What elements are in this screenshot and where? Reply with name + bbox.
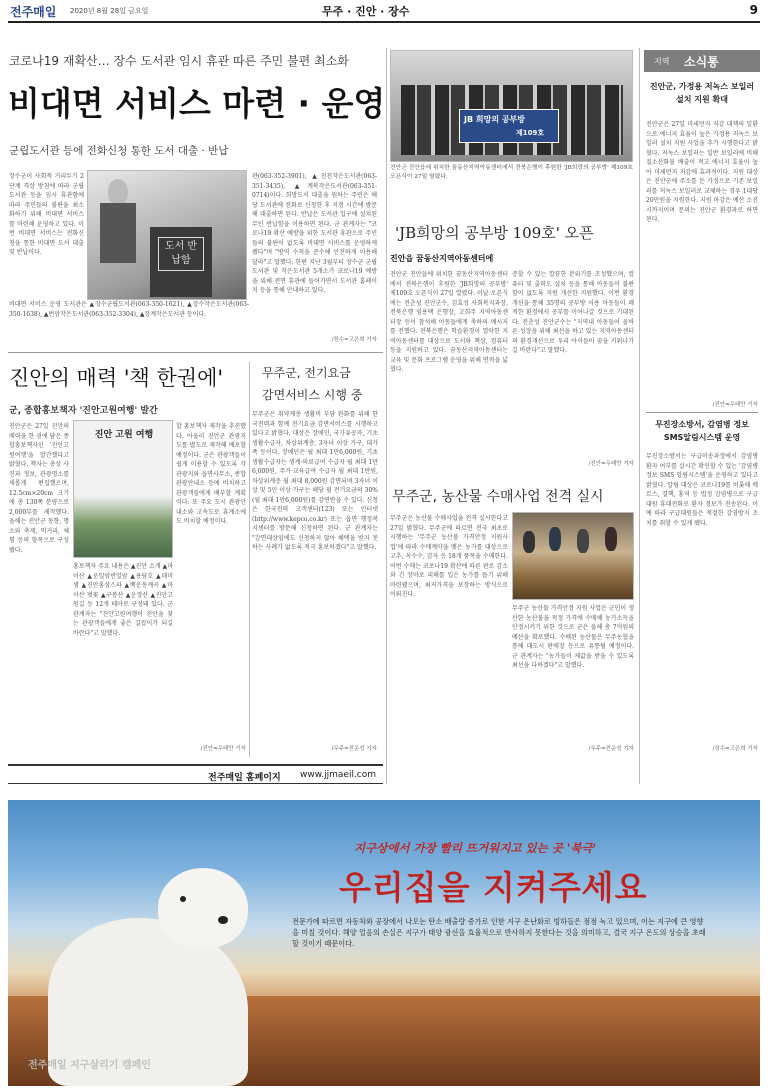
- homepage-bar: [8, 764, 383, 784]
- jb-body-col1: 진안군 진안읍에 위치한 꿈동산지역아동센터에서 전북은행이 후원한 'JB희망의 공부방' 제109호 오픈식이 27일 열렸다. 이날 오픈식에는 전춘성 진안군수, 김효성 사회복지과장, 전북은행 임용택 은행장, 고희주 지역아동센터장 등이 참석해 아동들에게 축하의 메시지를 전했다. 전북은행은 학습환경이 열악한 지역아동센터를 대상으로 도서와 책상, 컴퓨터 등을 지원하고 있다. 꿈동산지역아동센터는 교육 및 문화 프로그램 운영을 위해 면적을 넓혔다.: [390, 271, 508, 373]
- newspaper-logo: 전주매일: [10, 5, 57, 19]
- homepage-label: 전주매일 홈페이지: [208, 773, 281, 783]
- ad-tagline: 지구상에서 가장 빨리 뜨거워지고 있는 곳 '북극': [354, 841, 597, 855]
- book-headline: 진안의 매력 '책 한권에': [9, 366, 224, 390]
- lead-body-col1b: 비대면 서비스 운영 도서관은 ▲장수군립도서관(063-350-1621), ▲장수작은도서관(063-350-1638), ▲번암작은도서관(063-352-3304), ▲장계작은도서관 등이다.: [9, 301, 249, 318]
- lead-kicker: 코로나19 재확산… 장수 도서관 임시 휴관 따른 주민 불편 최소화: [9, 54, 349, 68]
- lead-body-col2: 관(063-352-3901), ▲천천작은도서관(063-351-3435), ▲계북작은도서관(063-351-0714)이다. 희망도서 대출을 원하는 주민은 해당 도서관에 전화로 신청한 후 지정 시간에 방문해 대출하면 된다. 반납은 도서관 입구에 설치된 무인 반납함을 이용하면 된다. 군 관계자는 "코로나19 확산 예방을 위한 도서관 휴관으로 주민들의 불편이 없도록 비대면 서비스를 운영하게 됐다"며 "방역 수칙을 준수해 안전하게 이용해 달라"고 말했다. 한편 지난 3월부터 장수군 군립도서관 및 작은도서관 5개소가 코로나19 예방을 위해 전면 휴관에 들어가면서 도서관 홈페이지 등을 통해 안내하고 있다.: [252, 173, 377, 294]
- farm-body-col1: 무주군은 농산물 수매사업을 전격 실시한다고 27일 밝혔다. 무주군에 따르면 전국 최초로 시행하는 '무주군 농산물 가격안정 지원사업'에 따라 수매계약을 맺은 농가를 대상으로 고추, 옥수수, 감자 등 18개 품목을 수매한다. 이번 수매는 코로나19 확산에 따른 판로 감소와 긴 장마로 피해를 입은 농가를 돕기 위해 마련됐으며, 최저가격을 보장하는 방식으로 이뤄진다.: [390, 515, 508, 598]
- page-number: 9: [749, 3, 758, 17]
- lead-subhead: 군립도서관 등에 전화신청 통한 도서 대출 · 반납: [9, 145, 229, 157]
- masthead: [8, 0, 760, 22]
- lead-photo: [87, 170, 247, 300]
- issue-date: 2020년 8월 28일 금요일: [70, 7, 149, 15]
- homepage-url[interactable]: www.jjmaeil.com: [300, 770, 377, 780]
- jb-headline: 'JB희망의 공부방 109호' 오픈: [395, 224, 594, 242]
- sidebar-item2-body: 무진장소방서는 구급이송과정에서 감염병 환자 여부를 실시간 확인할 수 있는 '감염병 정보 SMS 알림시스템'을 운영하고 있다고 밝혔다. 알림 대상은 코로나19를 비롯해 메르스, 결핵, 홍역 등 법정 감염병으로 구급대원 휴대전화로 환자 정보가 전송된다. 이에 따라 구급대원들은 적절한 감염방지 조치를 취할 수 있게 됐다.: [646, 453, 758, 527]
- divider: [8, 352, 383, 353]
- farm-photo: [512, 512, 634, 600]
- jb-subhead: 진안읍 꿈동산지역아동센터에: [390, 254, 494, 263]
- header-rule: [8, 21, 760, 23]
- sidebar-item1-body: 진안군은 27일 미세먼지 저감 대책의 일환으로 에너지 효율이 높은 가정용 저녹스 보일러 설치 지원 사업을 추가 시행한다고 밝혔다. 저녹스 보일러는 일반 보일러에 비해 질소산화물 배출이 적고 에너지 효율이 높아 미세먼지 저감에 효과적이다. 지원 대상은 진안군에 주소를 둔 가정으로 기존 보일러를 저녹스 보일러로 교체하는 경우 1대당 20만원을 지원한다. 지원 마감은 예산 소진 시까지이며 문의는 진안군 환경과로 하면 된다.: [646, 121, 758, 223]
- farm-body-col2: 무주군 농산물 가격안정 지원 사업은 군민이 생산한 농산물을 적정 가격에 수매해 농가소득을 안정시키기 위한 것으로 군은 올해 총 7억원의 예산을 확보했다. 수매된 농산물은 무주농협을 통해 대도시 판매장 등으로 유통될 예정이다. 군 관계자는 "농가들이 제값을 받을 수 있도록 최선을 다하겠다"고 말했다.: [512, 605, 634, 669]
- col-divider: [386, 48, 387, 784]
- jb-sign-text: JB 희망의 공부방: [464, 115, 526, 124]
- col-divider: [249, 362, 250, 757]
- electric-body: 무주군은 취약계층 생활비 부담 완화를 위해 한국전력과 함께 전기요금 감면서비스를 시행하고 있다고 밝혔다. 대상은 장애인, 국가유공자, 기초생활수급자, 차상위계층, 3자녀 이상 가구, 대가족 등이다. 장애인은 월 최대 1만6,000원, 기초생활수급자는 생계·의료급여 수급자 월 최대 1만6,000원, 주거·교육급여 수급자 월 최대 1만원, 차상위계층 월 최대 8,000원 감면되며 3자녀 이상 및 5인 이상 가구는 해당 월 전기요금의 30%(월 최대 1만6,000원)를 감면받을 수 있다. 신청은 한국전력 고객센터(123) 또는 인터넷(http://www.kepco.co.kr) 또는 읍면 행정복지센터를 방문해 신청하면 된다. 군 관계자는 "감면대상임에도 신청하지 않아 혜택을 받지 못하는 사례가 없도록 적극 홍보하겠다"고 말했다.: [252, 411, 378, 551]
- ad-headline: 우리집을 지켜주세요: [339, 868, 648, 907]
- sidebar-divider: [646, 412, 758, 413]
- book-subhead: 군, 종합홍보책자 '진안고원여행' 발간: [9, 406, 158, 416]
- ad-credit: 전주매일 지구살리기 캠페인: [28, 1060, 151, 1071]
- sidebar-item2-title: 무진장소방서, 감염병 정보 SMS알림시스템 운영: [655, 420, 749, 442]
- jb-body-col2: 증할 수 있는 깔끔한 분위기를 조성했으며, 컴퓨터 및 출력도 설치 등을 통해 아동들이 불편함이 없도록 지원 개선한 지원했다. 이번 환경개선을 통해 35명의 공부방 이용 아동들이 쾌적한 환경에서 공부를 이어나갈 것으로 기대된다. 전춘성 진안군수는 "지역내 아동들이 올바른 성장을 위해 최선을 하고 있는 지역아동센터의 환경개선으로 우리 아이들이 꿈을 키워나가길 바란다"고 말했다.: [512, 271, 634, 354]
- climate-ad: [8, 800, 760, 1086]
- jb-sign: [459, 109, 559, 143]
- farm-headline: 무주군, 농산물 수매사업 전격 실시: [392, 489, 604, 505]
- sidebar-title: 소식통: [684, 55, 719, 69]
- jb-byline: /진안=우태만 기자: [588, 461, 634, 467]
- book-body-col1: 진안군은 27일 진안의 매력을 한 권에 담은 종합홍보책자인 '진안고원여행'을 발간했다고 밝혔다. 책자는 총상 사진과 정보, 관광명소를 새롭게 편집했으며, 12.5cm×20cm 크기에 총 130쪽 분량으로 2,000부를 제작했다. 올해는 진안군 동향, 명소와 축제, 먹거리, 체험 등의 항목으로 구성됐다.: [9, 423, 69, 554]
- book-byline: /진안=우태만 기자: [200, 746, 246, 752]
- sidebar-header: [644, 50, 760, 72]
- lead-body-col1: 장수군이 사회적 거리두기 2단계 격상 방침에 따라 군립도서관 등을 임시 휴관함에 따라 주민들의 불편을 최소화하기 위해 비대면 서비스를 마련해 운영하고 있다. 이번 비대면 서비스는 전화신청을 통한 비대면 도서 대출 및 반납이다.: [9, 173, 84, 256]
- return-box-sign: 도서 반납함: [158, 237, 204, 271]
- lead-headline: 비대면 서비스 마련 · 운영: [8, 84, 386, 123]
- book-body-col1b: 홍보책자 주요 내용은 ▲진안 소개 ▲마이산 ▲운일암반일암 ▲용담호 ▲데미샘 ▲진안홍삼스파 ▲백운동계곡 ▲마이산 벚꽃 ▲구봉산 ▲운장산 ▲진안고원길 등 12개 테마로 구성돼 있다. 군 관계자는 "진안고원여행이 진안을 찾는 관광객들에게 좋은 길잡이가 되길 바란다"고 말했다.: [73, 563, 173, 637]
- book-cover-title: 진안 고원 여행: [94, 430, 154, 440]
- polar-bear: [8, 858, 258, 1086]
- col-divider: [639, 48, 640, 784]
- electric-byline: /무주=전운성 기자: [331, 746, 377, 752]
- lead-byline: /장수=고은희 기자: [331, 337, 377, 343]
- book-cover: [73, 420, 173, 558]
- sidebar-item1-title: 진안군, 가정용 저녹스 보일러 설치 지원 확대: [649, 82, 755, 104]
- sidebar-item1-byline: /진안=우태만 기자: [712, 402, 758, 408]
- jb-photo: [390, 50, 633, 162]
- book-body-col2: 할 홍보책자 제작을 추진했다. 아울러 진안군 관광지도를 별도로 제작해 배포할 예정이다. 군은 관광객들이 쉽게 이용할 수 있도록 각 관광지와 읍면사무소, 종합관광안내소 등에 비치하고 관광객들에게 배부할 계획이다. 또 주요 도시 관광안내소와 고속도로 휴게소에도 비치할 예정이다.: [176, 423, 246, 525]
- ad-body: 전문가에 따르면 자동차와 공장에서 나오는 탄소 배출량 증가로 인한 지구 온난화로 빙하들은 점점 녹고 있으며, 이는 지구에 큰 영향을 미칠 것이다. 해양 얼음의 손실은 지구가 태양 광선을 효율적으로 반사하지 못한다는 것을 의미하고, 결국 지구 온도의 상승을 초래할 것이기 때문이다.: [292, 917, 706, 948]
- electric-kicker: 무주군, 전기요금: [262, 366, 351, 380]
- sidebar-tag: 지역: [654, 57, 670, 66]
- electric-headline: 감면서비스 시행 중: [262, 388, 363, 402]
- section-title: 무주 · 진안 · 장수: [322, 5, 410, 18]
- jb-caption: 진안군 진안읍에 위치한 꿈동산지역아동센터에서 전북은행이 후원한 'JB희망의 공부방' 제109호 오픈식이 27일 열렸다.: [390, 165, 633, 180]
- jb-sign-badge: 제109호: [516, 129, 545, 137]
- sidebar-item2-byline: /장수=고은희 기자: [712, 746, 758, 752]
- farm-byline: /무주=전운성 기자: [588, 746, 634, 752]
